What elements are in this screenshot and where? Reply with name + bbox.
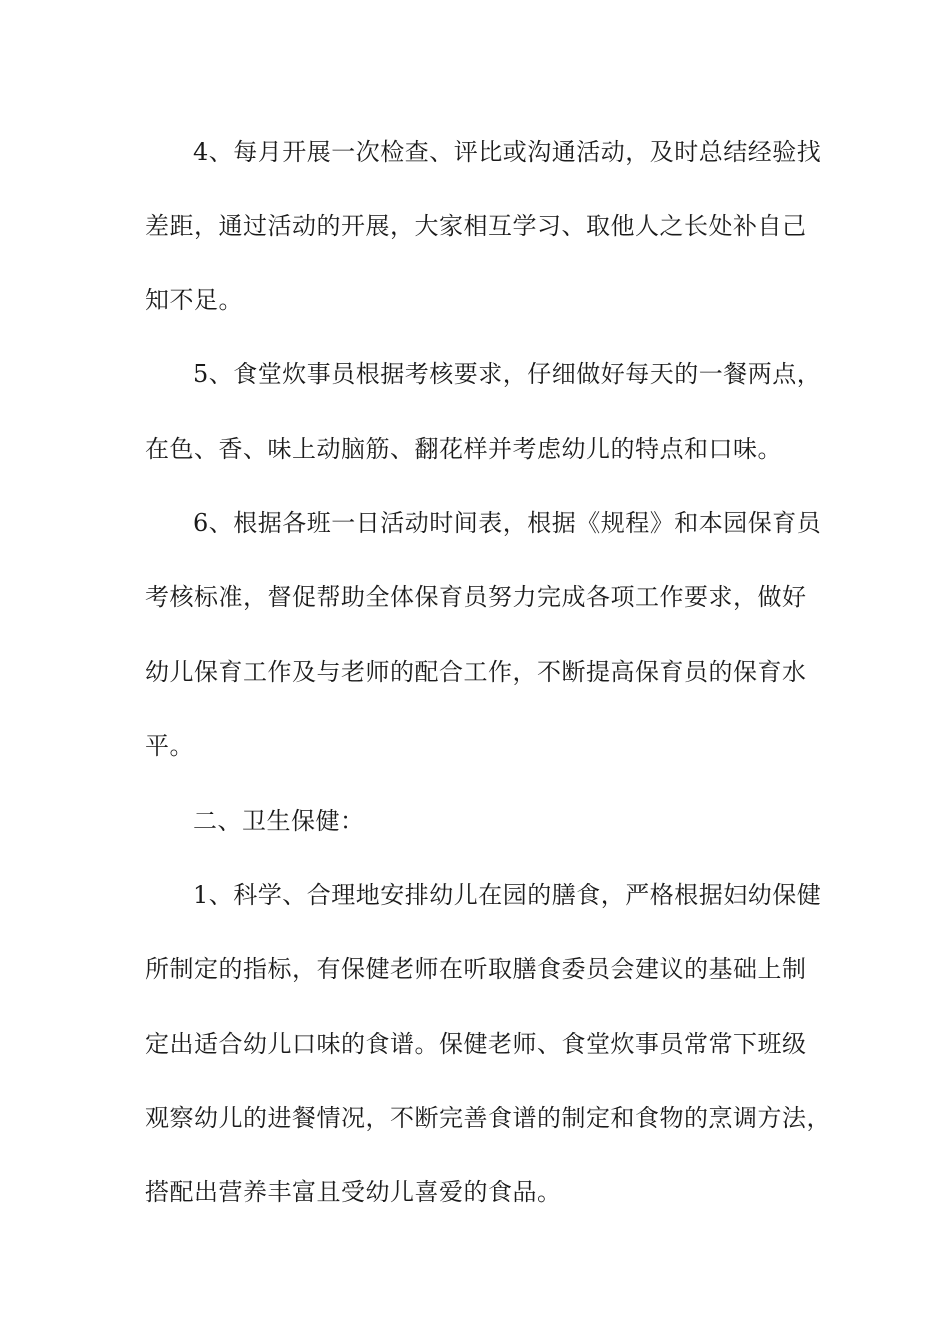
text-line: 考核标准，督促帮助全体保育员努力完成各项工作要求，做好 — [145, 583, 807, 611]
text-line: 搭配出营养丰富且受幼儿喜爱的食品。 — [145, 1178, 562, 1206]
text-line: 1、科学、合理地安排幼儿在园的膳食，严格根据妇幼保健 — [193, 881, 822, 909]
text-line: 6、根据各班一日活动时间表，根据《规程》和本园保育员 — [193, 509, 822, 537]
text-line: 定出适合幼儿口味的食谱。保健老师、食堂炊事员常常下班级 — [145, 1030, 807, 1058]
text-line: 知不足。 — [145, 286, 243, 314]
text-line: 5、食堂炊事员根据考核要求，仔细做好每天的一餐两点， — [193, 360, 822, 388]
text-line: 平。 — [145, 732, 194, 760]
text-line: 幼儿保育工作及与老师的配合工作，不断提高保育员的保育水 — [145, 658, 807, 686]
text-line: 观察幼儿的进餐情况，不断完善食谱的制定和食物的烹调方法， — [145, 1104, 831, 1132]
section-heading: 二、卫生保健： — [193, 807, 365, 835]
text-line: 在色、香、味上动脑筋、翻花样并考虑幼儿的特点和口味。 — [145, 435, 782, 463]
text-line: 差距，通过活动的开展，大家相互学习、取他人之长处补自己 — [145, 212, 807, 240]
text-line: 4、每月开展一次检查、评比或沟通活动，及时总结经验找 — [193, 138, 822, 166]
text-line: 所制定的指标，有保健老师在听取膳食委员会建议的基础上制 — [145, 955, 807, 983]
